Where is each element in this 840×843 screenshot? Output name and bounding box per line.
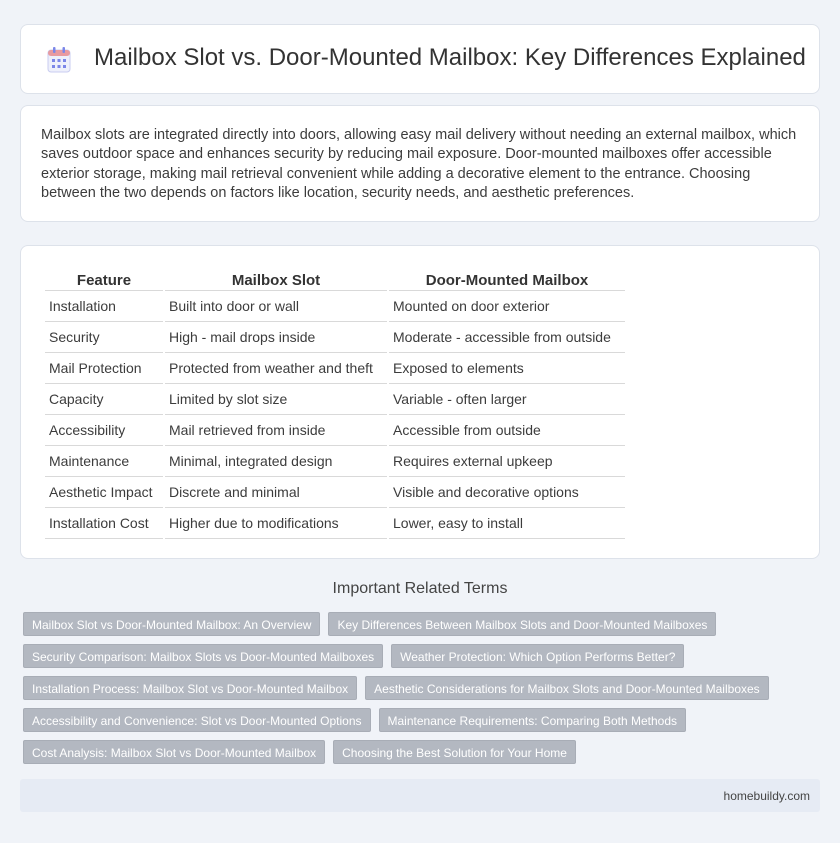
table-cell: Variable - often larger: [389, 384, 625, 415]
table-cell: Discrete and minimal: [165, 477, 387, 508]
table-cell: Exposed to elements: [389, 353, 625, 384]
table-cell: Requires external upkeep: [389, 446, 625, 477]
related-terms-list: [23, 612, 803, 764]
table-cell: High - mail drops inside: [165, 322, 387, 353]
footer-site-name: homebuildy.com: [723, 789, 810, 803]
table-cell: Minimal, integrated design: [165, 446, 387, 477]
table-row: [45, 415, 625, 446]
calendar-icon: [47, 47, 71, 73]
table-row: [45, 384, 625, 415]
table-cell: Limited by slot size: [165, 384, 387, 415]
table-cell: Mail retrieved from inside: [165, 415, 387, 446]
table-cell: Visible and decorative options: [389, 477, 625, 508]
related-terms-heading: Important Related Terms: [332, 580, 508, 597]
table-row: [45, 446, 625, 477]
table-cell: Aesthetic Impact: [45, 477, 163, 508]
column-header-door-mounted: Door-Mounted Mailbox: [389, 264, 625, 291]
related-term-link[interactable]: Key Differences Between Mailbox Slots and Door-Mounted Mailboxes: [328, 612, 716, 636]
footer: [20, 779, 820, 812]
related-term-link[interactable]: Aesthetic Considerations for Mailbox Slots and Door-Mounted Mailboxes: [365, 676, 769, 700]
table-cell: Higher due to modifications: [165, 508, 387, 539]
table-cell: Protected from weather and theft: [165, 353, 387, 384]
table-cell: Security: [45, 322, 163, 353]
column-header-feature: Feature: [45, 264, 163, 291]
table-cell: Installation: [45, 291, 163, 322]
comparison-table: [43, 264, 627, 539]
table-cell: Moderate - accessible from outside: [389, 322, 625, 353]
table-row: [45, 508, 625, 539]
table-cell: Capacity: [45, 384, 163, 415]
related-term-link[interactable]: Accessibility and Convenience: Slot vs Door-Mounted Options: [23, 708, 371, 732]
table-body: [45, 291, 625, 539]
table-cell: Accessible from outside: [389, 415, 625, 446]
table-cell: Accessibility: [45, 415, 163, 446]
table-row: [45, 322, 625, 353]
table-cell: Installation Cost: [45, 508, 163, 539]
table-cell: Built into door or wall: [165, 291, 387, 322]
related-term-link[interactable]: Security Comparison: Mailbox Slots vs Door-Mounted Mailboxes: [23, 644, 383, 668]
table-header-row: [45, 264, 625, 291]
comparison-table-card: [20, 245, 820, 559]
page-title: Mailbox Slot vs. Door-Mounted Mailbox: Key Differences Explained: [94, 44, 806, 71]
related-term-link[interactable]: Maintenance Requirements: Comparing Both Methods: [379, 708, 687, 732]
related-term-link[interactable]: Mailbox Slot vs Door-Mounted Mailbox: An Overview: [23, 612, 320, 636]
related-term-link[interactable]: Choosing the Best Solution for Your Home: [333, 740, 576, 764]
related-term-link[interactable]: Cost Analysis: Mailbox Slot vs Door-Mounted Mailbox: [23, 740, 325, 764]
table-row: [45, 353, 625, 384]
related-term-link[interactable]: Weather Protection: Which Option Performs Better?: [391, 644, 684, 668]
table-row: [45, 477, 625, 508]
table-cell: Maintenance: [45, 446, 163, 477]
table-cell: Lower, easy to install: [389, 508, 625, 539]
intro-paragraph: Mailbox slots are integrated directly into doors, allowing easy mail delivery without needing an external mailbox, which saves outdoor space and enhances security by reducing mail exposure. Door-mounted mailboxes offer accessible exterior storage, making mail retrieval convenient while adding a decorative element to the entrance. Choosing between the two depends on factors like location, security needs, and aesthetic preferences.: [41, 127, 797, 202]
related-term-link[interactable]: Installation Process: Mailbox Slot vs Door-Mounted Mailbox: [23, 676, 357, 700]
intro-card: [20, 105, 820, 222]
header-card: [20, 24, 820, 94]
column-header-mailbox-slot: Mailbox Slot: [165, 264, 387, 291]
table-row: [45, 291, 625, 322]
table-cell: Mounted on door exterior: [389, 291, 625, 322]
table-cell: Mail Protection: [45, 353, 163, 384]
